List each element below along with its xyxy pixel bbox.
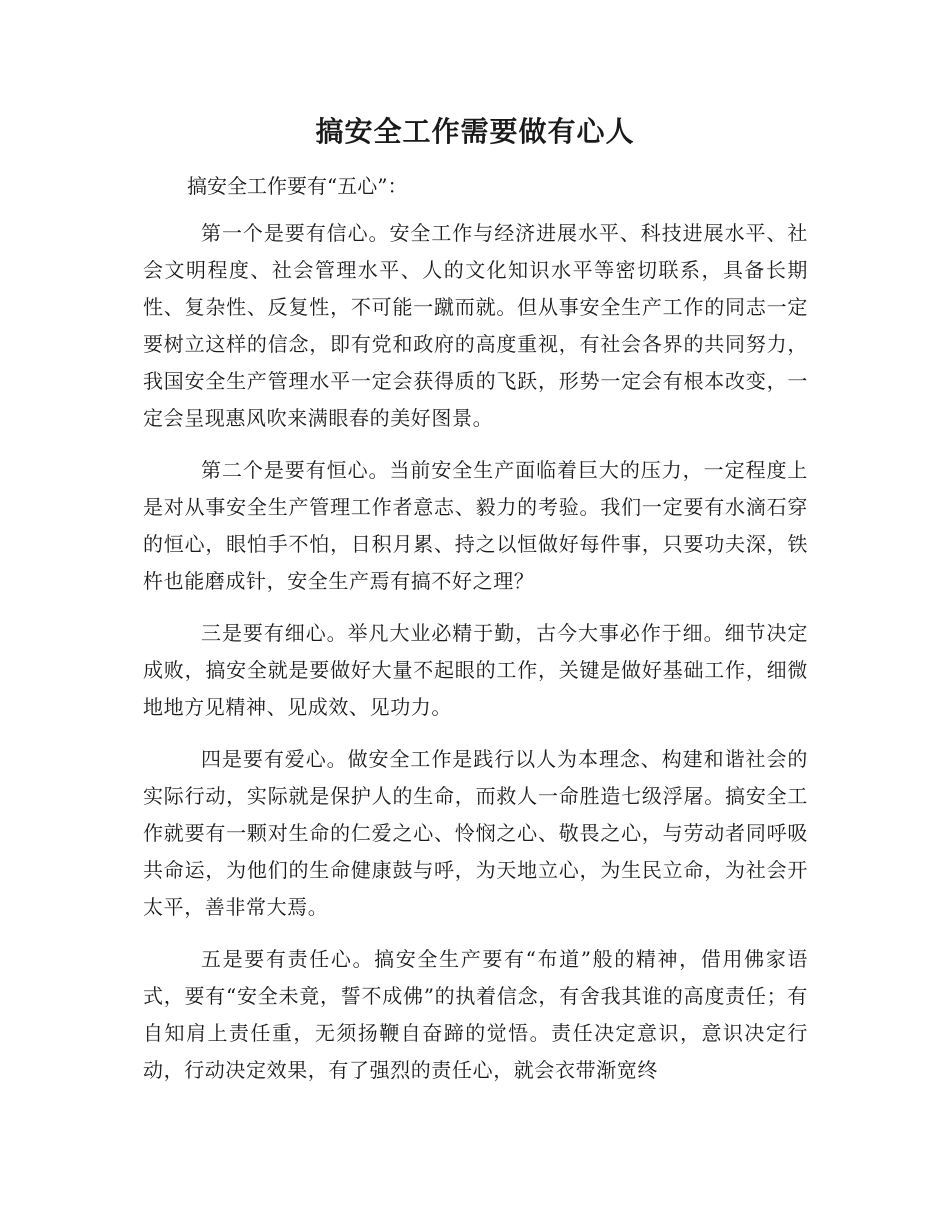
paragraph-confidence: 第一个是要有信心。安全工作与经济进展水平、科技进展水平、社会文明程度、社会管理水平、人的文化知识水平等密切联系，具备长期性、复杂性、反复性，不可能一蹴而就。但从事安全生产工作的同志一定要树立这样的信念，即有党和政府的高度重视，有社会各界的共同努力，我国安全生产管理水平一定会获得质的飞跃，形势一定会有根本改变，一定会呈现惠风吹来满眼春的美好图景。 xyxy=(143,221,808,430)
paragraph-perseverance: 第二个是要有恒心。当前安全生产面临着巨大的压力，一定程度上是对从事安全生产管理工作者意志、毅力的考验。我们一定要有水滴石穿的恒心，眼怕手不怕，日积月累、持之以恒做好每件事，只要功夫深，铁杵也能磨成针，安全生产焉有搞不好之理？ xyxy=(143,458,808,593)
document-title: 搞安全工作需要做有心人 xyxy=(315,115,635,148)
paragraph-carefulness: 三是要有细心。举凡大业必精于勤，古今大事必作于细。细节决定成败，搞安全就是要做好大量不起眼的工作，关键是做好基础工作，细微地地方见精神、见成效、见功力。 xyxy=(143,621,808,719)
paragraph-responsibility: 五是要有责任心。搞安全生产要有“布道”般的精神，借用佛家语式，要有“安全未竟，誓不成佛”的执着信念，有舍我其谁的高度责任；有自知肩上责任重，无须扬鞭自奋蹄的觉悟。责任决定意识，意识决定行动，行动决定效果，有了强烈的责任心，就会衣带渐宽终 xyxy=(143,947,808,1082)
paragraph-compassion: 四是要有爱心。做安全工作是践行以人为本理念、构建和谐社会的实际行动，实际就是保护人的生命，而救人一命胜造七级浮屠。搞安全工作就要有一颗对生命的仁爱之心、怜悯之心、敬畏之心，与劳动者同呼吸共命运，为他们的生命健康鼓与呼，为天地立心，为生民立命，为社会开太平，善非常大焉。 xyxy=(143,747,808,919)
document-body xyxy=(143,168,808,1104)
intro-line: 搞安全工作要有“五心”： xyxy=(187,174,408,198)
